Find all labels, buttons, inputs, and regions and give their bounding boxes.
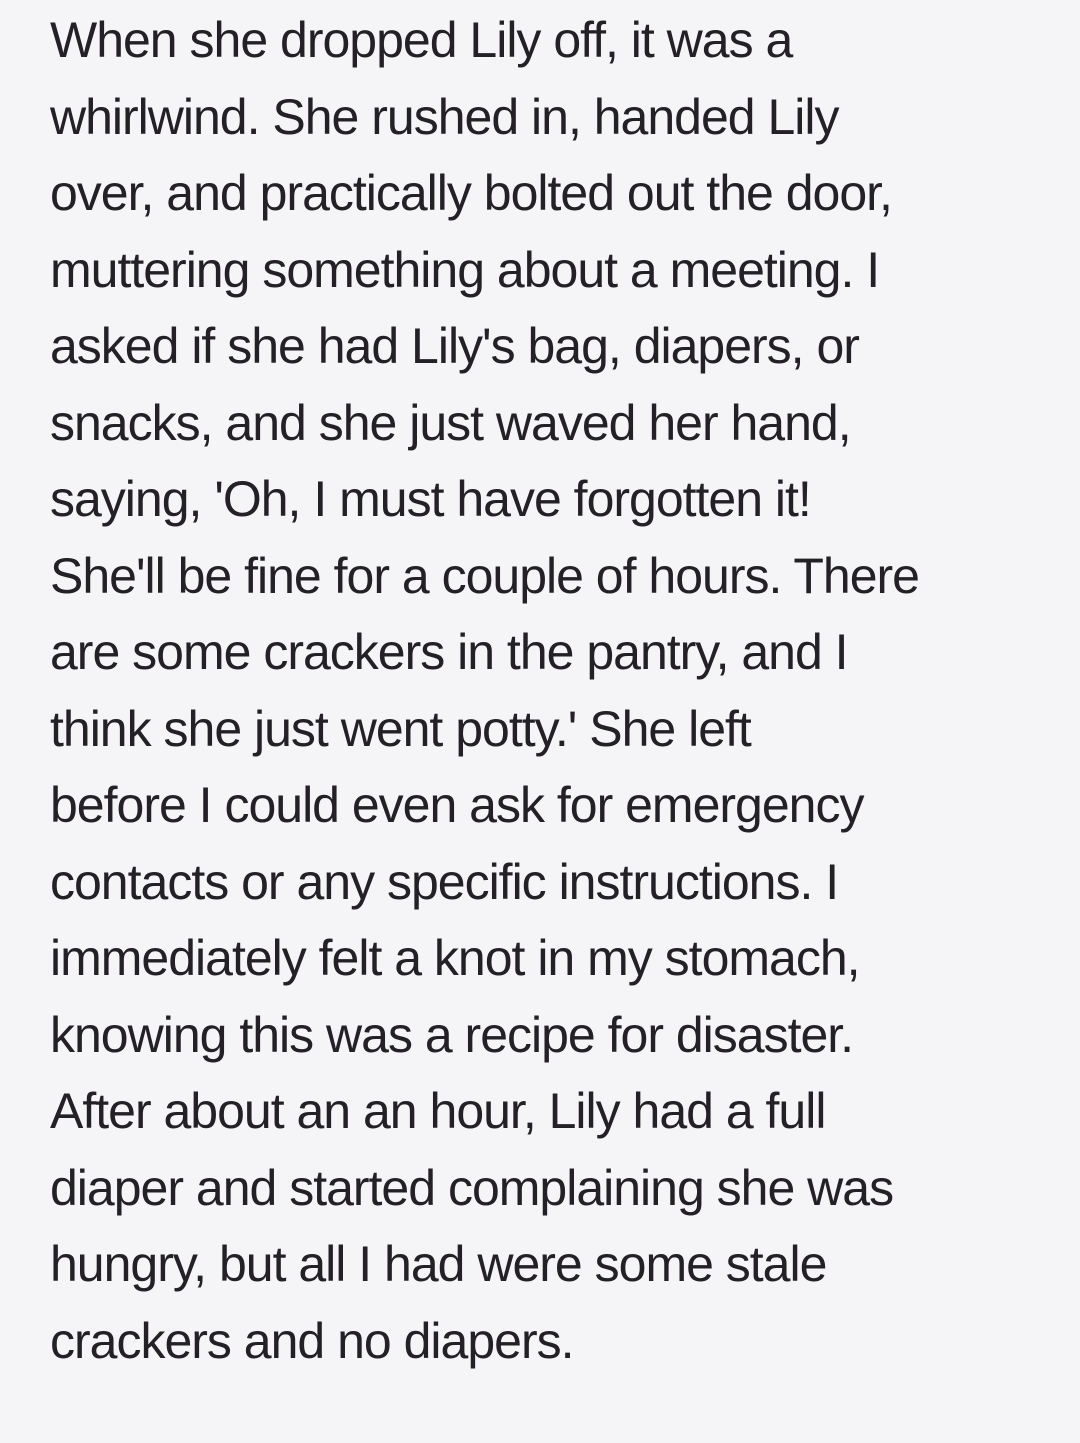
story-line: saying, 'Oh, I must have forgotten it! — [50, 471, 811, 527]
story-line: before I could even ask for emergency — [50, 777, 864, 833]
story-line: muttering something about a meeting. I — [50, 241, 880, 298]
story-line: snacks, and she just waved her hand, — [50, 394, 851, 451]
story-line: After about an an hour, Lily had a full — [50, 1083, 826, 1139]
story-line: contacts or any specific instructions. I — [50, 853, 839, 910]
story-line: When she dropped Lily off, it was a — [50, 12, 793, 68]
story-line: asked if she had Lily's bag, diapers, or — [50, 318, 859, 374]
story-line: knowing this was a recipe for disaster. — [50, 1006, 854, 1063]
story-line: diaper and started complaining she was — [50, 1159, 894, 1216]
story-line: crackers and no diapers. — [50, 1312, 574, 1369]
story-line: She'll be fine for a couple of hours. There — [50, 547, 919, 604]
story-line: over, and practically bolted out the door, — [50, 165, 892, 221]
story-line: are some crackers in the pantry, and I — [50, 624, 848, 680]
story-line: think she just went potty.' She left — [50, 700, 751, 757]
story-line: hungry, but all I had were some stale — [50, 1236, 827, 1292]
story-line: immediately felt a knot in my stomach, — [50, 930, 860, 986]
story-line: whirlwind. She rushed in, handed Lily — [50, 88, 839, 145]
